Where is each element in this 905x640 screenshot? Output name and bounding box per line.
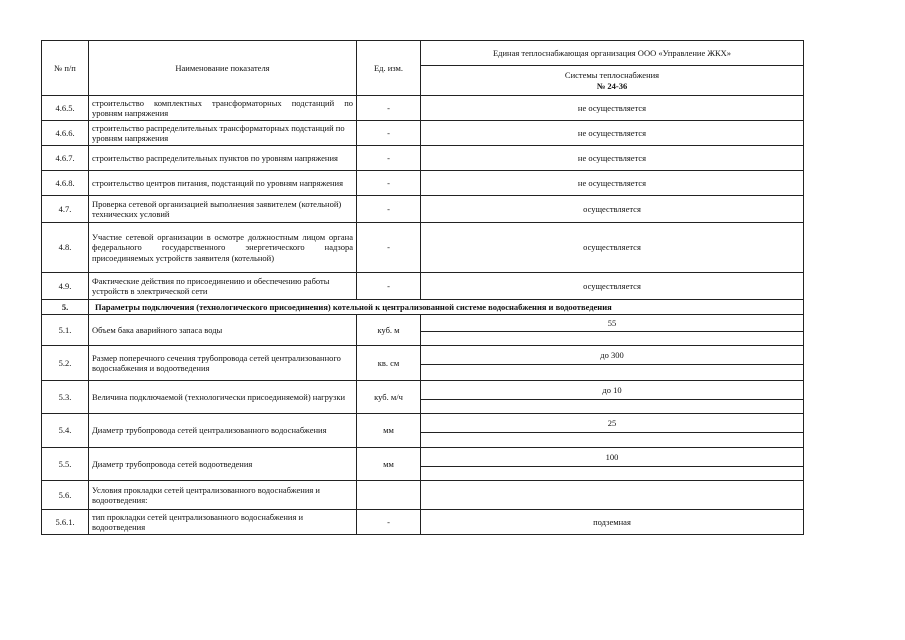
row-number: 5.2. (42, 346, 89, 381)
section-number: 5. (42, 300, 89, 315)
row-unit: - (357, 171, 421, 196)
row-value: 25 (607, 417, 617, 428)
row-value-cell (421, 346, 804, 381)
row-value: не осуществляется (421, 96, 804, 121)
row-value-subcell (421, 466, 803, 479)
row-unit: - (357, 223, 421, 273)
row-number: 5.4. (42, 414, 89, 448)
row-unit: - (357, 273, 421, 300)
header-system-number: № 24-36 (596, 80, 628, 91)
row-name: строительство центров питания, подстанций по уровням напряжения (89, 171, 357, 196)
row-unit: мм (357, 414, 421, 448)
row-name: строительство распределительных пунктов по уровням напряжения (89, 146, 357, 171)
row-value-cell (421, 414, 804, 448)
table-row (42, 121, 804, 146)
row-value (421, 481, 804, 510)
row-value-cell (421, 315, 804, 346)
table-row (42, 171, 804, 196)
row-name: Объем бака аварийного запаса воды (89, 315, 357, 346)
row-number: 5.6.1. (42, 510, 89, 535)
row-unit: - (357, 510, 421, 535)
table-row (42, 196, 804, 223)
header-col-name: Наименование показателя (89, 41, 357, 96)
row-unit: куб. м (357, 315, 421, 346)
header-col-no: № п/п (42, 41, 89, 96)
row-value-cell (421, 381, 804, 414)
header-col-unit: Ед. изм. (357, 41, 421, 96)
row-name: тип прокладки сетей централизованного водоснабжения и водоотведения (89, 510, 357, 535)
header-org: Единая теплоснабжающая организация ООО «Управление ЖКХ» (421, 41, 804, 66)
table-row (42, 448, 804, 481)
row-value: не осуществляется (421, 146, 804, 171)
row-number: 5.6. (42, 481, 89, 510)
row-value: 55 (607, 317, 617, 328)
row-unit (357, 481, 421, 510)
header-systems (421, 66, 804, 96)
row-number: 4.8. (42, 223, 89, 273)
row-number: 5.1. (42, 315, 89, 346)
row-value: осуществляется (421, 223, 804, 273)
row-unit: - (357, 121, 421, 146)
table-row (42, 146, 804, 171)
table-row (42, 96, 804, 121)
row-number: 5.5. (42, 448, 89, 481)
row-value: до 300 (600, 349, 624, 360)
table-row (42, 223, 804, 273)
table-row (42, 381, 804, 414)
row-unit: - (357, 96, 421, 121)
row-name: строительство распределительных трансформаторных подстанций по уровням напряжения (89, 121, 357, 146)
row-number: 4.7. (42, 196, 89, 223)
row-name: Фактические действия по присоединению и обеспечению работы устройств в электрической сети (89, 273, 357, 300)
row-number: 4.6.8. (42, 171, 89, 196)
row-name: Диаметр трубопровода сетей централизованного водоснабжения (89, 414, 357, 448)
row-unit: кв. см (357, 346, 421, 381)
table-row (42, 414, 804, 448)
row-value: осуществляется (421, 273, 804, 300)
row-unit: - (357, 196, 421, 223)
data-table (41, 40, 804, 535)
row-name: Проверка сетевой организацией выполнения заявителем (котельной) технических условий (89, 196, 357, 223)
row-number: 5.3. (42, 381, 89, 414)
row-value: осуществляется (421, 196, 804, 223)
row-value: 100 (605, 451, 619, 462)
row-unit: мм (357, 448, 421, 481)
header-systems-label: Системы теплоснабжения (564, 70, 660, 81)
table-row (42, 481, 804, 510)
row-value: не осуществляется (421, 121, 804, 146)
section-title: Параметры подключения (технологического присоединения) котельной к централизованной системе водоснабжения и водоотведения (89, 300, 804, 315)
row-number: 4.6.5. (42, 96, 89, 121)
row-name: строительство комплектных трансформаторных подстанций по уровням напряжения (89, 96, 357, 121)
table-row (42, 510, 804, 535)
table-row (42, 315, 804, 346)
row-number: 4.6.6. (42, 121, 89, 146)
table-row (42, 273, 804, 300)
row-value: подземная (421, 510, 804, 535)
row-name: Величина подключаемой (технологически присоединяемой) нагрузки (89, 381, 357, 414)
row-value-subcell (421, 432, 803, 445)
row-number: 4.9. (42, 273, 89, 300)
row-value-subcell (421, 399, 803, 412)
row-value-cell (421, 448, 804, 481)
row-name: Размер поперечного сечения трубопровода сетей централизованного водоснабжения и водоотведения (89, 346, 357, 381)
row-unit: куб. м/ч (357, 381, 421, 414)
table-row (42, 346, 804, 381)
row-number: 4.6.7. (42, 146, 89, 171)
row-name: Участие сетевой организации в осмотре должностным лицом органа федерального государственного энергетического надзора присоединяемых устройств заявителя (котельной) (89, 223, 357, 273)
row-value: до 10 (602, 384, 622, 395)
row-value: не осуществляется (421, 171, 804, 196)
row-name: Условия прокладки сетей централизованного водоснабжения и водоотведения: (89, 481, 357, 510)
row-name: Диаметр трубопровода сетей водоотведения (89, 448, 357, 481)
row-value-subcell (421, 331, 803, 344)
row-value-subcell (421, 364, 803, 377)
row-unit: - (357, 146, 421, 171)
section-row (42, 300, 804, 315)
